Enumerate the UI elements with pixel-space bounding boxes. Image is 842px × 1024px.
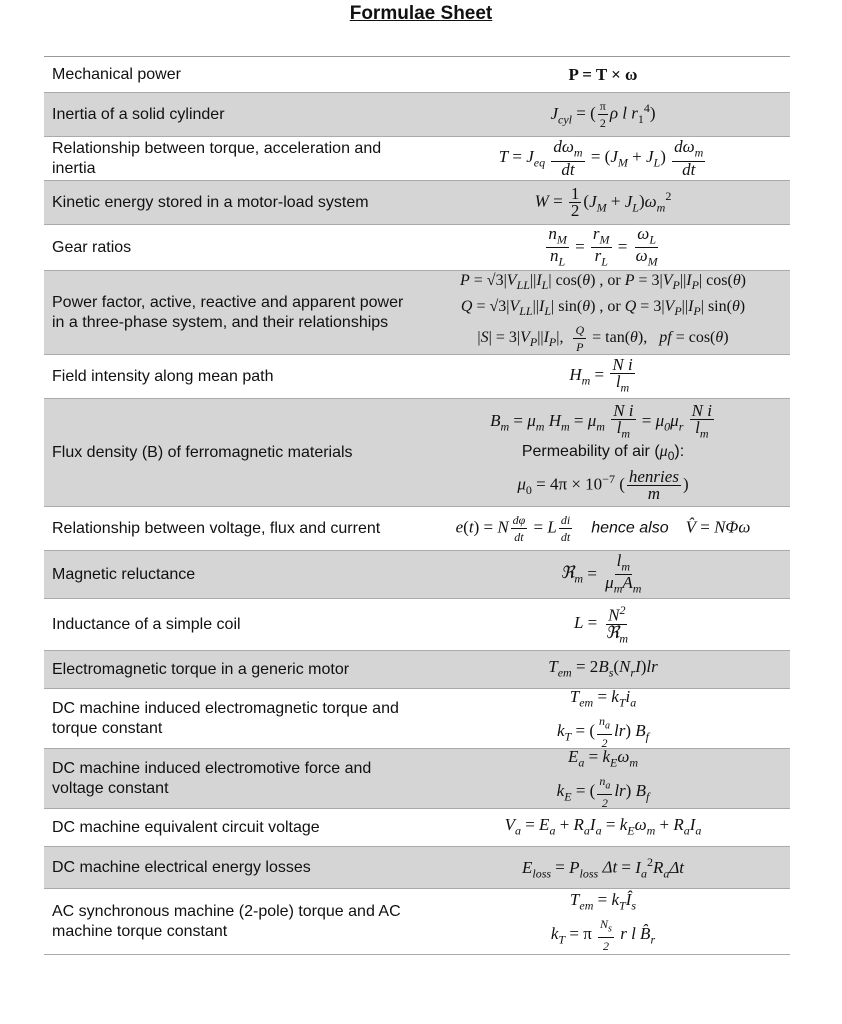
- page-title: Formulae Sheet: [349, 3, 493, 24]
- row-label: Electromagnetic torque in a generic motor: [52, 660, 350, 678]
- row-label: Inductance of a simple coil: [52, 615, 241, 633]
- row-label: DC machine induced electromagnetic torque and torque constant: [52, 699, 399, 737]
- table-row: [44, 809, 790, 847]
- table-row: [44, 889, 790, 955]
- row-label: Magnetic reluctance: [52, 565, 196, 583]
- row-formula: P = T × ω: [568, 64, 638, 84]
- row-formula: $E_a = k_E\omega_m$ $k_E$ = ( $\frac{n_a}{2}$ lr) $B_f$: [556, 746, 650, 811]
- row-formula: $V_a = E_a + R_aI_a = k_E\omega_m + R_aI_a$: [504, 814, 702, 838]
- table-row: [44, 93, 790, 137]
- table-row: [44, 599, 790, 651]
- row-formula: $J_{cyl}$ = ( $\frac{\pi}{2}$ ρ l $r_1^4$): [550, 99, 656, 131]
- table-row: [44, 271, 790, 355]
- row-label: Relationship between torque, acceleration and inertia: [52, 139, 382, 177]
- row-formula: e(t) = N $\frac{d\varphi}{dt}$ = L $\frac{di}{dt}$ hence also V̂ = NΦω: [455, 513, 751, 544]
- table-row: [44, 225, 790, 271]
- row-formula: $H_m$ = $\frac{\text{N i}}{l_m}$: [569, 355, 633, 395]
- row-label: Field intensity along mean path: [52, 367, 274, 385]
- row-label: AC synchronous machine (2-pole) torque and AC machine torque constant: [52, 902, 401, 940]
- table-row: [44, 355, 790, 399]
- row-label: Relationship between voltage, flux and current: [52, 519, 381, 537]
- row-formula: $T = J_{eq}$ $\frac{d\omega_m}{dt}$ = $(J_M + J_L)$ $\frac{d\omega_m}{dt}$: [498, 137, 704, 179]
- formulae-table: [44, 56, 790, 955]
- row-label: Mechanical power: [52, 65, 181, 83]
- table-row: [44, 399, 790, 507]
- row-formula: $T_{em} = k_Ti_a$ $k_T$ = ( $\frac{n_a}{2}$ lr) $B_f$: [557, 686, 649, 751]
- row-formula: $E_{loss} = P_{loss}$ $\Delta t = I_a^2R_a\Delta t$: [521, 854, 685, 881]
- row-formula: $T_{em}$ = $k_TÎ_s$ $k_T = \pi$ $\frac{N_s}{2}$ r l $B̂_r$: [550, 889, 656, 954]
- row-label: DC machine equivalent circuit voltage: [52, 818, 320, 836]
- row-label: Flux density (B) of ferromagnetic materials: [52, 443, 353, 461]
- row-formula: $B_m = \mu_m$ $H_m = \mu_m$ $\frac{\text{N i}}{l_m}$ = $\mu_0\mu_r$ $\frac{\text{N i}}{l_m}$ Permeability of air $(\mu_0)$: $\mu_0 = 4\pi \times 10^{-7}$ ( $\frac{\text{henries}}{m}$ ): [490, 401, 712, 503]
- table-row: [44, 686, 790, 751]
- row-formula: $T_{em} = 2B_s(N_rI)lr$: [548, 656, 658, 680]
- table-row: [44, 507, 790, 551]
- row-label: Power factor, active, reactive and apparent power in a three-phase system, and their relationships: [52, 293, 404, 331]
- row-formula: W = $\frac{1}{2}$ $(J_M + J_L)\omega_m^2$: [534, 184, 672, 221]
- table-row: [44, 746, 790, 811]
- table-row: [44, 651, 790, 689]
- table-row: [44, 181, 790, 225]
- table-row: [44, 847, 790, 889]
- table-row: [44, 57, 790, 93]
- hence-also-text: hence also: [591, 519, 669, 537]
- row-label: DC machine induced electromotive force and voltage constant: [52, 759, 372, 797]
- row-label: Gear ratios: [52, 238, 132, 256]
- row-formula: $P = √3|V_{LL}||I_L|$ cos(θ) , or $P = 3|V_P||I_P|$ cos(θ) $Q = √3|V_{LL}||I_L|$ sin(θ) , or $Q = 3|V_P||I_P|$ sin(θ) $|S| = 3|V_P||I_P|$, $\frac{Q}{P}$ = tan(θ), pf = cos(θ): [460, 271, 746, 355]
- row-formula: L = $\frac{N^2}{ℜ_m}$: [573, 603, 629, 646]
- row-label: Inertia of a solid cylinder: [52, 105, 225, 123]
- row-label: Kinetic energy stored in a motor-load system: [52, 193, 369, 211]
- table-row: [44, 137, 790, 181]
- row-label: DC machine electrical energy losses: [52, 858, 311, 876]
- table-row: [44, 551, 790, 599]
- row-formula: ℜ$_m$ = $\frac{l_m}{\mu_mA_m}$: [560, 550, 642, 596]
- row-formula: $\frac{n_M}{n_L}$ = $\frac{r_M}{r_L}$ = $\frac{\omega_L}{\omega_M}$: [548, 223, 658, 269]
